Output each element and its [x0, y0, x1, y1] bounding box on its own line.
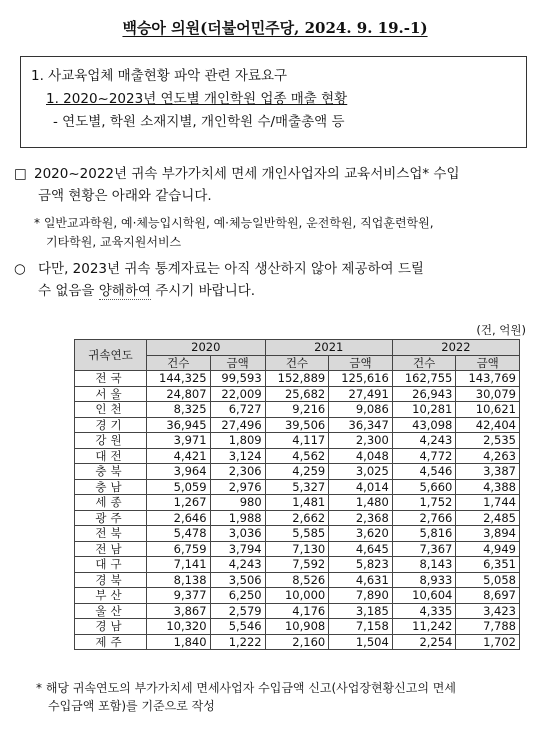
amount-cell: 2,976: [210, 479, 265, 495]
table-row: [75, 603, 520, 619]
amount-cell: 3,185: [329, 603, 393, 619]
category-note: [34, 214, 534, 252]
count-cell: 3,964: [147, 464, 211, 480]
count-cell: 5,478: [147, 526, 211, 542]
count-cell: 1,840: [147, 634, 211, 650]
amount-cell: 3,036: [210, 526, 265, 542]
amount-cell: 4,263: [456, 448, 520, 464]
count-cell: 144,325: [147, 371, 211, 387]
table-row: [75, 448, 520, 464]
answer-paragraph-2: [14, 258, 529, 302]
count-cell: 7,141: [147, 557, 211, 573]
document-title-text: 백승아 의원(더불어민주당, 2024. 9. 19.-1): [122, 19, 428, 37]
amount-cell: 6,351: [456, 557, 520, 573]
count-cell: 2,160: [265, 634, 329, 650]
amount-cell: 8,697: [456, 588, 520, 604]
request-box: [20, 56, 527, 148]
table-row: [75, 495, 520, 511]
table-corner-header: 귀속연도: [75, 340, 147, 371]
footnote: [36, 679, 531, 715]
region-cell: 세종: [75, 495, 147, 511]
count-cell: 4,421: [147, 448, 211, 464]
answer-paragraph-1-line-2: 금액 현황은 아래와 같습니다.: [38, 188, 212, 204]
amount-cell: 7,788: [456, 619, 520, 635]
table-year-header-row: [75, 340, 520, 356]
count-cell: 4,562: [265, 448, 329, 464]
count-cell: 7,367: [392, 541, 456, 557]
amount-cell: 143,769: [456, 371, 520, 387]
count-cell: 9,216: [265, 402, 329, 418]
region-cell: 경북: [75, 572, 147, 588]
square-bullet-icon: □: [14, 166, 27, 182]
count-cell: 5,327: [265, 479, 329, 495]
amount-cell: 4,645: [329, 541, 393, 557]
count-cell: 162,755: [392, 371, 456, 387]
amount-header: 금액: [210, 355, 265, 371]
count-cell: 36,945: [147, 417, 211, 433]
line-2-suffix: 주시기 바랍니다.: [150, 283, 256, 299]
count-cell: 10,320: [147, 619, 211, 635]
amount-cell: 2,306: [210, 464, 265, 480]
region-cell: 인천: [75, 402, 147, 418]
region-cell: 대전: [75, 448, 147, 464]
request-line-3: - 연도별, 학원 소재지별, 개인학원 수/매출총액 등: [53, 114, 345, 130]
amount-cell: 3,506: [210, 572, 265, 588]
count-cell: 10,281: [392, 402, 456, 418]
table-row: [75, 386, 520, 402]
count-cell: 5,816: [392, 526, 456, 542]
answer-paragraph-1: [14, 163, 529, 207]
amount-cell: 125,616: [329, 371, 393, 387]
count-cell: 39,506: [265, 417, 329, 433]
count-cell: 5,585: [265, 526, 329, 542]
table-row: [75, 402, 520, 418]
amount-cell: 9,086: [329, 402, 393, 418]
count-cell: 11,242: [392, 619, 456, 635]
region-cell: 전북: [75, 526, 147, 542]
count-cell: 152,889: [265, 371, 329, 387]
count-header: 건수: [147, 355, 211, 371]
count-cell: 10,604: [392, 588, 456, 604]
amount-cell: 3,620: [329, 526, 393, 542]
count-cell: 4,772: [392, 448, 456, 464]
table-row: [75, 464, 520, 480]
count-cell: 43,098: [392, 417, 456, 433]
region-cell: 전남: [75, 541, 147, 557]
table-row: [75, 371, 520, 387]
amount-cell: 4,243: [210, 557, 265, 573]
amount-cell: 99,593: [210, 371, 265, 387]
amount-cell: 27,491: [329, 386, 393, 402]
region-cell: 강원: [75, 433, 147, 449]
table-row: [75, 526, 520, 542]
amount-cell: 2,535: [456, 433, 520, 449]
amount-cell: 3,387: [456, 464, 520, 480]
region-cell: 서울: [75, 386, 147, 402]
category-note-line-2: 기타학원, 교육지원서비스: [46, 235, 182, 249]
count-cell: 26,943: [392, 386, 456, 402]
region-cell: 부산: [75, 588, 147, 604]
amount-header: 금액: [329, 355, 393, 371]
count-cell: 4,335: [392, 603, 456, 619]
count-cell: 1,752: [392, 495, 456, 511]
count-cell: 10,908: [265, 619, 329, 635]
amount-cell: 5,546: [210, 619, 265, 635]
circle-bullet-icon: ○: [14, 261, 26, 277]
year-header: 2022: [392, 340, 519, 356]
table-row: [75, 588, 520, 604]
amount-cell: 1,988: [210, 510, 265, 526]
table-row: [75, 619, 520, 635]
amount-cell: 1,222: [210, 634, 265, 650]
request-line-1: 1. 사교육업체 매출현황 파악 관련 자료요구: [31, 68, 288, 84]
amount-cell: 3,124: [210, 448, 265, 464]
table-row: [75, 572, 520, 588]
amount-cell: 42,404: [456, 417, 520, 433]
amount-cell: 1,480: [329, 495, 393, 511]
line-2-prefix: 수 없음을: [38, 283, 99, 299]
answer-paragraph-1-line-1: 2020~2022년 귀속 부가가치세 면세 개인사업자의 교육서비스업* 수입: [34, 166, 460, 182]
count-cell: 8,526: [265, 572, 329, 588]
count-header: 건수: [265, 355, 329, 371]
count-cell: 2,254: [392, 634, 456, 650]
amount-cell: 2,300: [329, 433, 393, 449]
count-cell: 8,933: [392, 572, 456, 588]
amount-cell: 1,744: [456, 495, 520, 511]
amount-cell: 980: [210, 495, 265, 511]
amount-cell: 4,949: [456, 541, 520, 557]
amount-cell: 1,504: [329, 634, 393, 650]
amount-cell: 1,702: [456, 634, 520, 650]
region-cell: 경기: [75, 417, 147, 433]
count-cell: 7,130: [265, 541, 329, 557]
amount-cell: 7,158: [329, 619, 393, 635]
unit-label: (건, 억원): [476, 323, 526, 337]
amount-cell: 3,794: [210, 541, 265, 557]
count-cell: 2,662: [265, 510, 329, 526]
amount-cell: 6,250: [210, 588, 265, 604]
count-cell: 4,176: [265, 603, 329, 619]
amount-cell: 22,009: [210, 386, 265, 402]
amount-cell: 2,485: [456, 510, 520, 526]
amount-header: 금액: [456, 355, 520, 371]
region-cell: 제주: [75, 634, 147, 650]
count-header: 건수: [392, 355, 456, 371]
amount-cell: 27,496: [210, 417, 265, 433]
region-cell: 경남: [75, 619, 147, 635]
amount-cell: 3,894: [456, 526, 520, 542]
count-cell: 6,759: [147, 541, 211, 557]
region-cell: 충북: [75, 464, 147, 480]
amount-cell: 1,809: [210, 433, 265, 449]
table-row: [75, 479, 520, 495]
count-cell: 3,867: [147, 603, 211, 619]
count-cell: 10,000: [265, 588, 329, 604]
request-line-2-text: 1. 2020~2023년 연도별 개인학원 업종 매출 현황: [46, 91, 348, 107]
region-cell: 울산: [75, 603, 147, 619]
count-cell: 1,267: [147, 495, 211, 511]
category-note-line-1: * 일반교과학원, 예·체능입시학원, 예·체능일반학원, 운전학원, 직업훈련학원,: [34, 216, 434, 230]
region-cell: 충남: [75, 479, 147, 495]
count-cell: 4,259: [265, 464, 329, 480]
amount-cell: 2,368: [329, 510, 393, 526]
year-header: 2020: [147, 340, 266, 356]
amount-cell: 2,579: [210, 603, 265, 619]
request-line-2: [31, 88, 516, 111]
amount-cell: 4,388: [456, 479, 520, 495]
line-2-underlined: 양해하여: [98, 283, 151, 299]
count-cell: 7,592: [265, 557, 329, 573]
amount-cell: 4,014: [329, 479, 393, 495]
answer-paragraph-2-line-1: 다만, 2023년 귀속 통계자료는 아직 생산하지 않아 제공하여 드릴: [38, 261, 424, 277]
count-cell: 3,971: [147, 433, 211, 449]
revenue-table: [74, 339, 520, 650]
count-cell: 5,059: [147, 479, 211, 495]
amount-cell: 4,631: [329, 572, 393, 588]
count-cell: 1,481: [265, 495, 329, 511]
count-cell: 5,660: [392, 479, 456, 495]
count-cell: 8,143: [392, 557, 456, 573]
table-row: [75, 634, 520, 650]
footnote-line-1: * 해당 귀속연도의 부가가치세 면세사업자 수입금액 신고(사업장현황신고의 면세: [36, 681, 456, 695]
table-row: [75, 541, 520, 557]
amount-cell: 5,823: [329, 557, 393, 573]
document-title: [0, 17, 550, 38]
count-cell: 8,138: [147, 572, 211, 588]
count-cell: 2,646: [147, 510, 211, 526]
table-row: [75, 510, 520, 526]
footnote-line-2: 수입금액 포함)를 기준으로 작성: [48, 699, 215, 713]
amount-cell: 30,079: [456, 386, 520, 402]
amount-cell: 5,058: [456, 572, 520, 588]
amount-cell: 36,347: [329, 417, 393, 433]
amount-cell: 4,048: [329, 448, 393, 464]
region-cell: 대구: [75, 557, 147, 573]
count-cell: 2,766: [392, 510, 456, 526]
table-row: [75, 417, 520, 433]
amount-cell: 10,621: [456, 402, 520, 418]
count-cell: 25,682: [265, 386, 329, 402]
amount-cell: 3,423: [456, 603, 520, 619]
amount-cell: 7,890: [329, 588, 393, 604]
table-row: [75, 557, 520, 573]
amount-cell: 6,727: [210, 402, 265, 418]
count-cell: 4,546: [392, 464, 456, 480]
table-row: [75, 433, 520, 449]
region-cell: 광주: [75, 510, 147, 526]
region-cell: 전국: [75, 371, 147, 387]
count-cell: 24,807: [147, 386, 211, 402]
count-cell: 8,325: [147, 402, 211, 418]
table-body: [75, 371, 520, 650]
answer-paragraph-2-line-2: [14, 280, 529, 302]
amount-cell: 3,025: [329, 464, 393, 480]
year-header: 2021: [265, 340, 392, 356]
count-cell: 4,243: [392, 433, 456, 449]
count-cell: 4,117: [265, 433, 329, 449]
count-cell: 9,377: [147, 588, 211, 604]
